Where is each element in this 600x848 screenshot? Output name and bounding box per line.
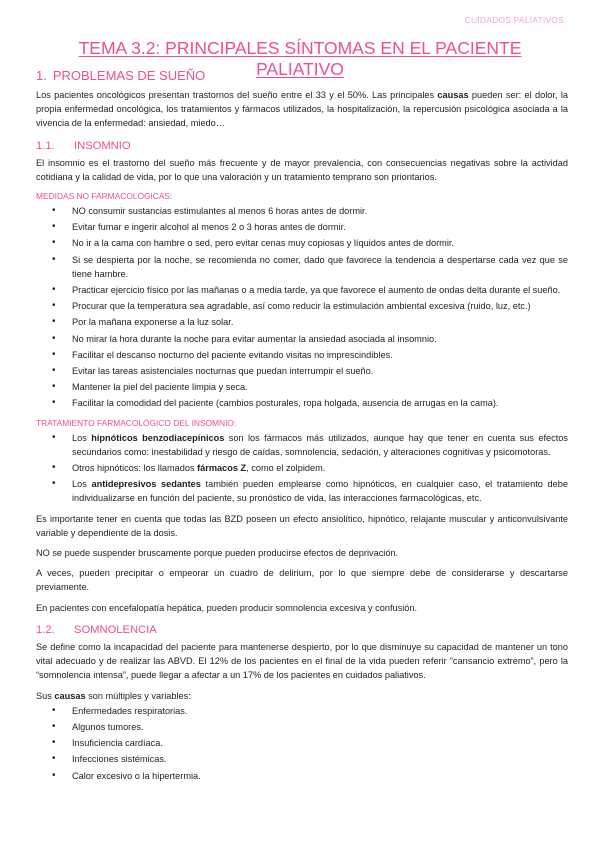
- list-item-text: Facilitar el descanso nocturno del paciente evitando visitas no imprescindibles.: [72, 349, 393, 360]
- subsection-number: 1.2.: [36, 623, 55, 636]
- list-item-text: No ir a la cama con hambre o sed, pero evitar cenas muy copiosas y líquidos antes de dormir.: [72, 238, 454, 249]
- bold-text: fármacos Z: [197, 463, 247, 474]
- somnolencia-paragraph: Se define como la incapacidad del paciente para mantenerse despierto, por lo que disminuye su capacidad de mantener un tono vital adecuado y de realizar las ABVD. El 12% de los pacientes en el final de la vida pueden referir “cansancio extremo”, pero la “somnolencia intensa”, puede llegar a afectar a un 17% de los pacientes en cuidados paliativos.: [36, 641, 568, 681]
- list-item: [52, 461, 568, 475]
- bullet-icon: •: [52, 332, 56, 344]
- insomnio-paragraph: El insomnio es el trastorno del sueño más frecuente y de mayor prevalencia, con consecuencias negativas sobre la actividad cotidiana y la calidad de vida, por lo que una valoración y un tratamiento temprano son prioritarios.: [36, 157, 568, 182]
- subsection-heading-insomnio: [36, 139, 568, 153]
- bullet-icon: •: [52, 769, 56, 781]
- subsection-title: INSOMNIO: [74, 139, 131, 152]
- list-item: [52, 380, 568, 394]
- list-item: [52, 253, 568, 281]
- text-run: Los: [72, 432, 92, 443]
- list-item: [52, 704, 568, 718]
- text-run: son múltiples y variables:: [85, 690, 191, 701]
- list-item: [52, 752, 568, 766]
- bullet-icon: •: [52, 478, 56, 490]
- subsection-number: 1.1.: [36, 139, 55, 152]
- list-item-text: Algunos tumores.: [72, 721, 144, 732]
- list-item: [52, 364, 568, 378]
- intro-paragraph: [36, 88, 568, 131]
- list-item: [52, 736, 568, 750]
- bullet-icon: •: [52, 737, 56, 749]
- bold-text: causas: [437, 90, 469, 100]
- text-run: , como el zolpidem.: [246, 463, 326, 474]
- bullet-icon: •: [52, 397, 56, 409]
- list-item-text: Mantener la piel del paciente limpia y seca.: [72, 382, 248, 393]
- text-run: son los fármacos más utilizados, aunque hay que tener en cuenta sus efectos secundarios como: inestabilidad y riesgo de caídas, somnolencia, sedación, y alteraciones cognitivas y psicomotoras.: [72, 432, 568, 457]
- section-number: 1.: [36, 68, 47, 83]
- list-item: [52, 315, 568, 329]
- section-heading-problemas-sueno: [36, 68, 568, 84]
- bold-text: causas: [54, 690, 86, 701]
- bullet-icon: •: [52, 237, 56, 249]
- bullet-icon: •: [52, 284, 56, 296]
- list-item-text: Evitar las tareas asistenciales nocturnas que puedan interrumpir el sueño.: [72, 366, 374, 377]
- list-item-text: Facilitar la comodidad del paciente (cambios posturales, ropa holgada, ausencia de arrugas en la cama).: [72, 398, 499, 409]
- list-item: [52, 720, 568, 734]
- subsection-title: SOMNOLENCIA: [74, 623, 157, 636]
- subsection-heading-somnolencia: [36, 623, 568, 637]
- causes-list: [36, 704, 568, 783]
- tratamiento-list: [36, 431, 568, 506]
- list-item-text: Evitar fumar e ingerir alcohol al menos 2 o 3 horas antes de dormir.: [72, 222, 346, 233]
- tratamiento-heading: TRATAMIENTO FARMACOLÓGICO DEL INSOMNIO:: [36, 417, 237, 428]
- text-run: Los: [72, 479, 92, 490]
- bullet-icon: •: [52, 462, 56, 474]
- list-item-text: Enfermedades respiratorias.: [72, 705, 188, 716]
- paragraph: NO se puede suspender bruscamente porque pueden producirse efectos de deprivación.: [36, 548, 399, 559]
- paragraph: Es importante tener en cuenta que todas las BZD poseen un efecto ansiolítico, hipnótico, relajante muscular y anticonvulsivante variable y dependiente de la dosis.: [36, 513, 568, 538]
- bullet-icon: •: [52, 720, 56, 732]
- medidas-list: [36, 204, 568, 411]
- list-item: [52, 204, 568, 218]
- page-content: [36, 68, 568, 789]
- bullet-icon: •: [52, 704, 56, 716]
- causes-intro: [36, 689, 568, 703]
- bullet-icon: •: [52, 348, 56, 360]
- text-run: Los pacientes oncológicos presentan trastornos del sueño entre el 33 y el 50%. Las principales: [36, 90, 438, 100]
- bullet-icon: •: [52, 300, 56, 312]
- bullet-icon: •: [52, 205, 56, 217]
- list-item-text: Infecciones sistémicas.: [72, 754, 167, 765]
- text-run: pueden ser: el dolor, la propia enfermedad oncológica, los tratamientos y fármacos utilizados, la hospitalización, la repercusión psicológica asociada a la vivencia de la enfermedad: ansiedad, miedo…: [36, 90, 568, 129]
- list-item: [52, 348, 568, 362]
- list-item: [52, 299, 568, 313]
- bullet-icon: •: [52, 365, 56, 377]
- list-item: [52, 477, 568, 505]
- bullet-icon: •: [52, 431, 56, 443]
- bullet-icon: •: [52, 316, 56, 328]
- section-title: PROBLEMAS DE SUEÑO: [52, 68, 206, 83]
- list-item: [52, 396, 568, 410]
- bold-text: antidepresivos sedantes: [91, 479, 201, 490]
- list-item: [52, 220, 568, 234]
- bold-text: hipnóticos benzodiacepínicos: [91, 432, 225, 443]
- bullet-icon: •: [52, 753, 56, 765]
- list-item-text: Por la mañana exponerse a la luz solar.: [72, 317, 234, 328]
- bullet-icon: •: [52, 253, 56, 265]
- text-run: también pueden emplearse como hipnóticos, en cualquier caso, el tratamiento debe individualizarse en función del paciente, su pronóstico de vida, las interacciones farmacológicas, etc.: [72, 479, 568, 504]
- list-item-text: Si se despierta por la noche, se recomienda no comer, dado que favorece la tendencia a despertarse cada vez que se tiene hambre.: [72, 254, 568, 279]
- running-header: CUIDADOS PALIATIVOS: [464, 15, 564, 25]
- list-item-text: Calor excesivo o la hipertermia.: [72, 770, 201, 781]
- list-item: [52, 283, 568, 297]
- list-item-text: Procurar que la temperatura sea agradable, así como reducir la estimulación ambiental excesiva (ruido, luz, etc.): [72, 301, 531, 312]
- list-item-text: Practicar ejercicio físico por las mañanas o a media tarde, ya que favorece el aumento de ondas delta durante el sueño.: [72, 285, 561, 296]
- page-title: TEMA 3.2: PRINCIPALES SÍNTOMAS EN EL PACIENTE PALIATIVO: [78, 38, 522, 79]
- list-item: [52, 769, 568, 783]
- paragraph: En pacientes con encefalopatía hepática, pueden producir somnolencia excesiva y confusión.: [36, 602, 418, 613]
- bullet-icon: •: [52, 381, 56, 393]
- medidas-heading: MEDIDAS NO FARMACOLÓGICAS:: [36, 191, 173, 202]
- list-item-text: Insuficiencia cardíaca.: [72, 738, 163, 749]
- list-item: [52, 236, 568, 250]
- list-item: [52, 332, 568, 346]
- list-item: [52, 431, 568, 459]
- list-item-text: No mirar la hora durante la noche para evitar aumentar la ansiedad asociada al insomnio.: [72, 333, 437, 344]
- list-item-text: NO consumir sustancias estimulantes al menos 6 horas antes de dormir.: [72, 206, 368, 217]
- bullet-icon: •: [52, 221, 56, 233]
- paragraph: A veces, pueden precipitar o empeorar un cuadro de delirium, por lo que siempre debe de considerarse y descartarse previamente.: [36, 568, 568, 593]
- text-run: Otros hipnóticos: los llamados: [72, 463, 198, 474]
- text-run: Sus: [36, 690, 55, 701]
